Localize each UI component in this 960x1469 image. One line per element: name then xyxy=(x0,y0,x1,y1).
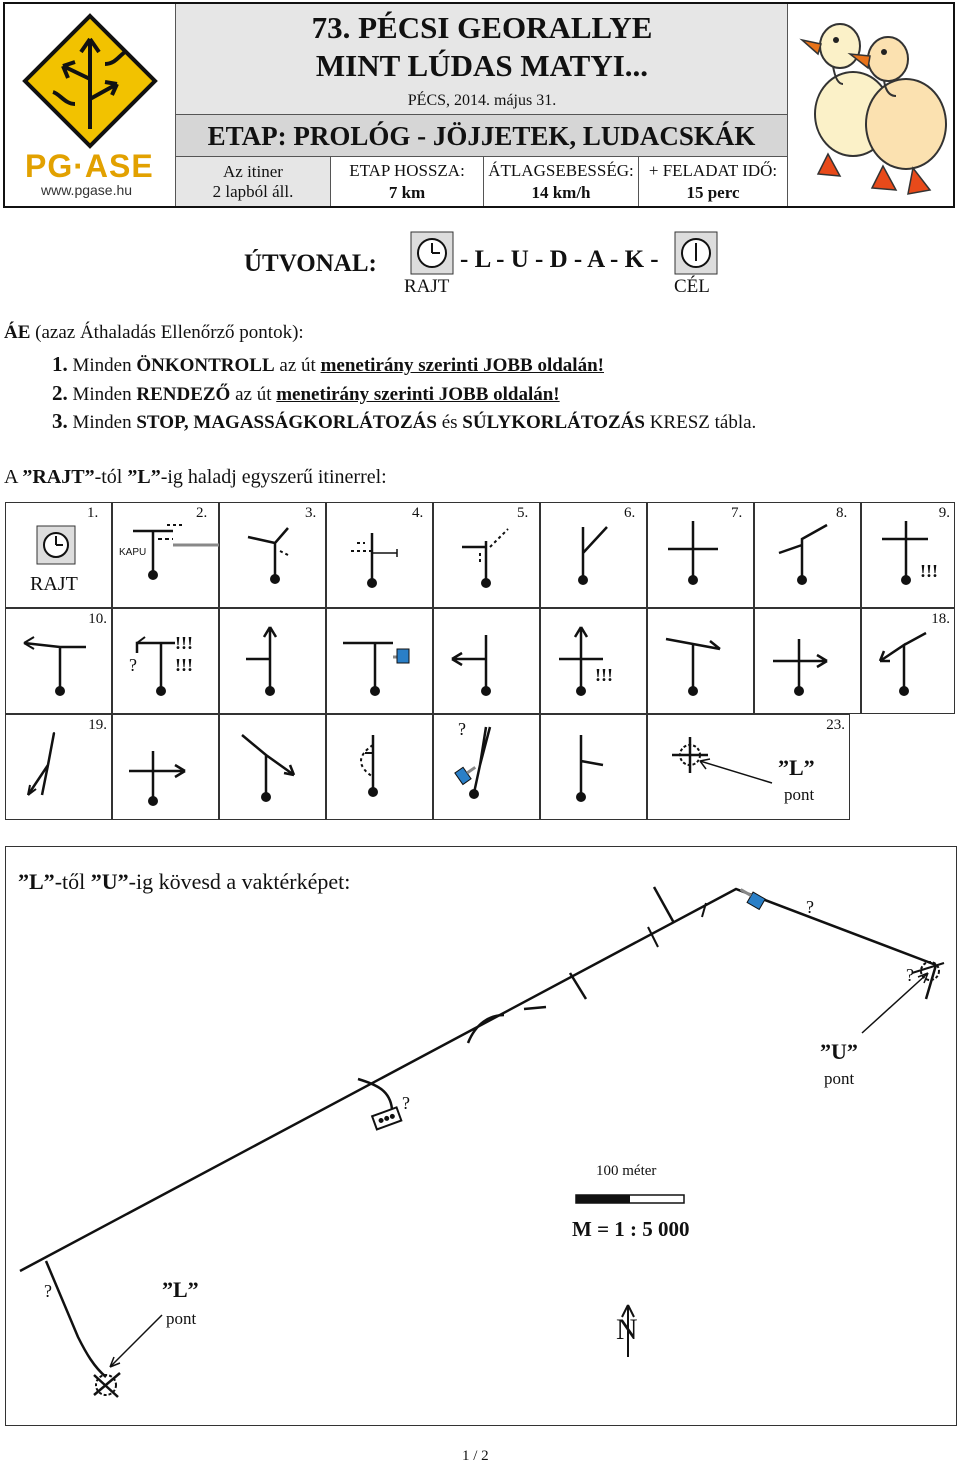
itiner-note xyxy=(175,156,330,206)
itinerary-box-19 xyxy=(5,714,112,820)
end-point-sub: pont xyxy=(784,785,815,804)
rule-3-bold: STOP, MAGASSÁGKORLÁTOZÁS xyxy=(136,412,437,433)
speed-cell xyxy=(483,156,638,206)
itinerary-box-12 xyxy=(219,608,326,714)
itinerary-num-9: 9. xyxy=(938,505,950,521)
itinerary-box-10 xyxy=(5,608,112,714)
speed-value: 14 km/h xyxy=(531,183,591,202)
rule-3-mid: és xyxy=(436,412,463,433)
warn-mark-11a: !!! xyxy=(175,633,193,653)
end-point-label: ”L” xyxy=(778,755,815,780)
rule-1-bold: ÖNKONTROLL xyxy=(136,355,275,376)
itiner-note-line2: 2 lapból áll. xyxy=(212,182,294,201)
rule-3-tail: KRESZ tábla. xyxy=(644,412,757,433)
route-finish-label: CÉL xyxy=(674,276,710,297)
itinerary-box-20 xyxy=(112,714,219,820)
rule-3 xyxy=(52,409,756,434)
rule-1-underlined: menetirány szerinti JOBB oldalán! xyxy=(320,355,604,376)
itinerary-box-end xyxy=(647,714,850,820)
rule-1-mid: az út xyxy=(274,355,321,376)
checkpoint-intro-bold: ÁE xyxy=(4,322,31,343)
question-mark-23: ? xyxy=(458,719,466,739)
itinerary-num-19: 19. xyxy=(88,717,107,733)
title-block xyxy=(175,4,787,114)
map-question-1: ? xyxy=(806,897,814,917)
itinerary-heading-l: ”L” xyxy=(127,466,161,488)
map-heading-u: ”U” xyxy=(90,869,129,894)
rule-2-underlined: menetirány szerinti JOBB oldalán! xyxy=(276,384,560,405)
l-point-sub: pont xyxy=(166,1309,197,1328)
place-date: PÉCS, 2014. május 31. xyxy=(407,92,557,109)
geese-icon xyxy=(788,4,954,206)
start-clock-icon xyxy=(410,231,454,275)
scale-text: 100 méter xyxy=(596,1163,657,1179)
rule-2 xyxy=(52,381,560,406)
north-label: N xyxy=(616,1313,638,1346)
u-point-sub: pont xyxy=(824,1069,855,1088)
itinerary-box-13 xyxy=(326,608,433,714)
logo-url: www.pgase.hu xyxy=(41,182,133,198)
itinerary-box-22 xyxy=(326,714,433,820)
itinerary-num-1: 1. xyxy=(87,505,99,521)
map-heading-post: -ig kövesd a vaktérképet: xyxy=(128,869,351,894)
u-point-label: ”U” xyxy=(820,1039,858,1064)
map-question-3: ? xyxy=(402,1093,410,1113)
itinerary-num-5: 5. xyxy=(517,505,529,521)
rule-2-pre: Minden xyxy=(72,384,137,405)
finish-clock-icon xyxy=(674,231,718,275)
itinerary-box-23 xyxy=(433,714,540,820)
itinerary-box-16 xyxy=(647,608,754,714)
itinerary-box-21 xyxy=(219,714,326,820)
question-mark-11: ? xyxy=(129,655,137,675)
rule-2-bold: RENDEZŐ xyxy=(136,384,231,405)
warn-mark-15: !!! xyxy=(595,665,613,685)
length-label: ETAP HOSSZA: xyxy=(349,161,465,180)
itinerary-box-8 xyxy=(836,502,955,608)
itinerary-num-18: 18. xyxy=(931,611,950,627)
map-heading-mid: -től xyxy=(54,869,91,894)
itinerary-num-7: 7. xyxy=(731,505,743,521)
logo-brand: PG·ASE xyxy=(25,148,154,184)
itinerary-heading-mid: -tól xyxy=(94,466,128,488)
warn-mark-11b: !!! xyxy=(175,655,193,675)
geese-illustration xyxy=(787,4,953,206)
itinerary-heading xyxy=(4,466,387,489)
rule-1-pre: Minden xyxy=(72,355,137,376)
blind-map-box xyxy=(5,846,957,1426)
warn-mark-9: !!! xyxy=(920,561,938,581)
length-cell xyxy=(330,156,483,206)
itinerary-box-17 xyxy=(754,608,861,714)
l-point-label: ”L” xyxy=(162,1277,199,1302)
itinerary-start-label: RAJT xyxy=(30,573,78,595)
itinerary-num-3: 3. xyxy=(305,505,317,521)
speed-label: ÁTLAGSEBESSÉG: xyxy=(488,161,634,180)
stage-title: ETAP: PROLÓG - JÖJJETEK, LUDACSKÁK xyxy=(175,114,787,156)
blind-map-route xyxy=(6,847,956,1425)
task-label: + FELADAT IDŐ: xyxy=(648,161,778,180)
header-box xyxy=(3,2,955,208)
rule-1-num: 1. xyxy=(52,352,68,376)
title-line-2: MINT LÚDAS MATYI... xyxy=(315,48,649,83)
gate-label: KAPU xyxy=(119,547,147,558)
logo-area xyxy=(5,4,175,206)
itinerary-box-11 xyxy=(112,608,219,714)
map-question-4: ? xyxy=(44,1281,52,1301)
itiner-note-line1: Az itiner xyxy=(223,162,283,181)
page-number: 1 / 2 xyxy=(462,1448,489,1464)
checkpoint-intro xyxy=(4,322,304,344)
map-question-2: ? xyxy=(906,965,914,985)
itinerary-num-4: 4. xyxy=(412,505,424,521)
route-sequence: - L - U - D - A - K - xyxy=(460,246,659,273)
itinerary-heading-pre: A xyxy=(4,466,23,488)
map-heading-l: ”L” xyxy=(18,869,55,894)
length-value: 7 km xyxy=(388,183,426,202)
scale-ratio: M = 1 : 5 000 xyxy=(572,1217,690,1241)
checkpoint-intro-rest: (azaz Áthaladás Ellenőrző pontok): xyxy=(30,322,304,343)
itinerary-num-23: 23. xyxy=(826,717,845,733)
rule-2-num: 2. xyxy=(52,381,68,405)
route-start-label: RAJT xyxy=(404,276,450,297)
route-label: ÚTVONAL: xyxy=(244,250,377,277)
itinerary-num-8: 8. xyxy=(836,505,848,521)
itinerary-num-10: 10. xyxy=(88,611,107,627)
itinerary-num-6: 6. xyxy=(624,505,636,521)
itinerary-num-2: 2. xyxy=(196,505,208,521)
itinerary-box-18 xyxy=(861,608,955,714)
rule-3-bold2: SÚLYKORLÁTOZÁS xyxy=(462,412,645,433)
rule-3-num: 3. xyxy=(52,409,68,433)
itinerary-box-24 xyxy=(540,714,647,820)
rule-3-pre: Minden xyxy=(72,412,137,433)
itinerary-box-15 xyxy=(540,608,647,714)
rule-2-mid: az út xyxy=(230,384,277,405)
task-value: 15 perc xyxy=(686,183,740,202)
rule-1 xyxy=(52,352,604,377)
itinerary-heading-post: -ig haladj egyszerű itinerrel: xyxy=(160,466,387,488)
title-line-1: 73. PÉCSI GEORALLYE xyxy=(311,10,653,45)
task-cell xyxy=(638,156,787,206)
itinerary-box-14 xyxy=(433,608,540,714)
itinerary-heading-rajt: ”RAJT” xyxy=(22,466,95,488)
